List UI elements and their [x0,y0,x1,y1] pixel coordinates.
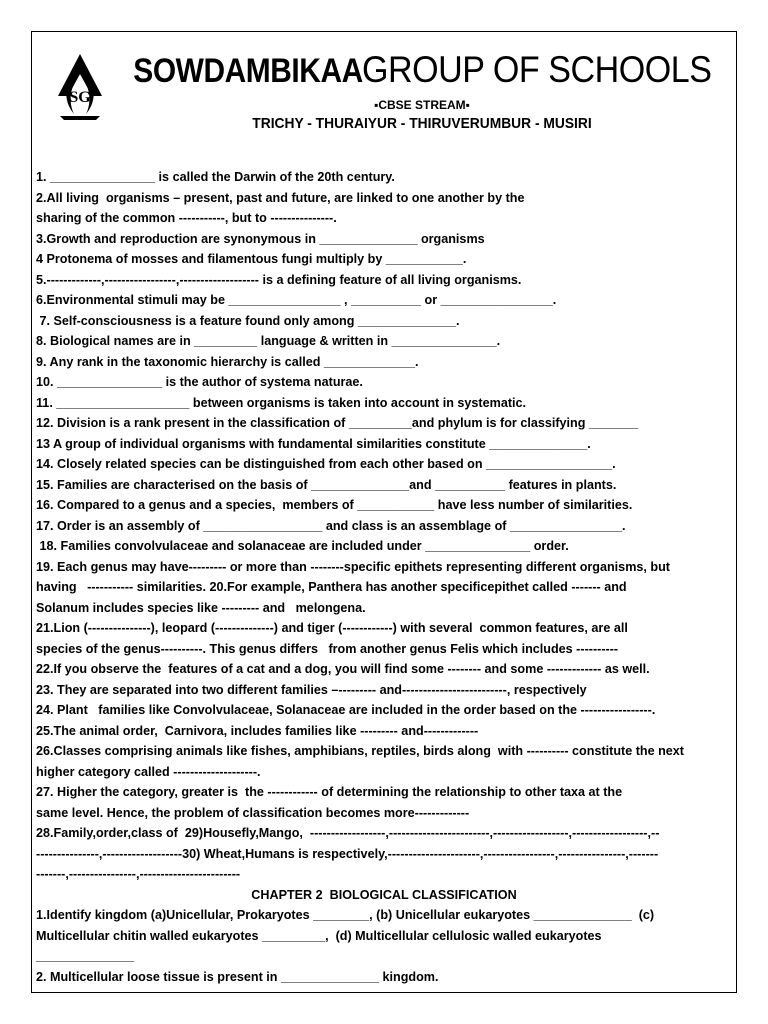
question-line: 6.Environmental stimuli may be ________________ , __________ or ________________. [36,293,557,307]
question-line: 1.Identify kingdom (a)Unicellular, Prokaryotes ________, (b) Unicellular eukaryotes ______________ (c) [36,908,655,922]
question-line: 28.Family,order,class of 29)Housefly,Mango, ------------------,------------------------,------------------,------------------,-- [36,826,660,840]
question-line: 3.Growth and reproduction are synonymous in ______________ organisms [36,231,485,246]
worksheet-page [31,31,737,993]
question-line: 24. Plant families like Convolvulaceae, Solanaceae are included in the order based on the -----------------. [36,703,656,717]
school-brand-name: SOWDAMBIKAA [132,52,363,90]
question-line: 21.Lion (---------------), leopard (--------------) and tiger (------------) with several common features, are all [36,621,628,635]
question-line: 4 Protonema of mosses and filamentous fungi multiply by ___________. [36,252,467,266]
branch-locations: TRICHY - THURAIYUR - THIRUVERUMBUR - MUSIRI [252,115,592,132]
question-line: 13 A group of individual organisms with fundamental similarities constitute ______________. [36,436,591,451]
question-line: 27. Higher the category, greater is the ------------ of determining the relationship to other taxa at the [36,785,623,799]
question-line: 2. Multicellular loose tissue is present in ______________ kingdom. [36,969,439,984]
question-line: 15. Families are characterised on the basis of ______________and __________ features in plants. [36,477,617,492]
question-line: 9. Any rank in the taxonomic hierarchy is called _____________. [36,354,419,369]
question-line: 23. They are separated into two different families –--------- and-------------------------, respectively [36,682,587,697]
question-line: 14. Closely related species can be distinguished from each other based on __________________. [36,457,616,471]
question-line: 8. Biological names are in _________ language & written in _______________. [36,334,501,348]
svg-text:SG: SG [69,89,91,106]
question-line: Multicellular chitin walled eukaryotes _________, (d) Multicellular cellulosic walled eukaryotes [36,928,602,943]
school-title [82,49,762,91]
question-line: 2.All living organisms – present, past and future, are linked to one another by the [36,190,525,205]
question-line: ______________ [36,949,135,963]
chapter-heading: CHAPTER 2 BIOLOGICAL CLASSIFICATION [251,887,517,902]
question-line: Solanum includes species like --------- and melongena. [36,600,366,615]
question-line: having ----------- similarities. 20.For example, Panthera has another specificepithet called ------- and [36,580,627,594]
question-line: -------,----------------,------------------------ [36,867,241,881]
question-line: higher category called --------------------. [36,764,261,779]
question-line: 11. ___________________ between organisms is taken into account in systematic. [36,395,527,410]
question-line: 1. _______________ is called the Darwin of the 20th century. [36,170,395,184]
question-line: sharing of the common -----------, but to ---------------. [36,211,337,225]
stream-label: ▪CBSE STREAM▪ [374,98,470,112]
question-line: 7. Self-consciousness is a feature found only among ______________. [36,313,460,328]
question-line: 12. Division is a rank present in the classification of _________and phylum is for classifying _______ [36,416,638,430]
question-line: species of the genus----------. This genus differs from another genus Felis which includes ---------- [36,641,619,656]
question-line: 17. Order is an assembly of _________________ and class is an assemblage of ________________. [36,518,626,533]
question-line: same level. Hence, the problem of classification becomes more------------- [36,805,470,820]
question-line: 10. _______________ is the author of systema naturae. [36,375,363,389]
question-line: 5.-------------,-----------------,------------------- is a defining feature of all living organisms. [36,272,522,287]
school-header [32,32,736,162]
question-line: 22.If you observe the features of a cat and a dog, you will find some -------- and some ------------- as well. [36,662,650,676]
question-line: 25.The animal order, Carnivora, includes families like --------- and------------- [36,723,479,738]
question-line: 16. Compared to a genus and a species, members of ___________ have less number of similarities. [36,498,633,512]
question-line: 18. Families convolvulaceae and solanaceae are included under _______________ order. [36,539,569,553]
school-group-name: GROUP OF SCHOOLS [362,49,712,90]
question-line: ---------------,-------------------30) Wheat,Humans is respectively,----------------------,-----------------,----------------,------- [36,846,659,861]
question-line: 19. Each genus may have--------- or more than --------specific epithets representing different organisms, but [36,559,670,574]
question-line: 26.Classes comprising animals like fishes, amphibians, reptiles, birds along with ---------- constitute the next [36,744,685,758]
